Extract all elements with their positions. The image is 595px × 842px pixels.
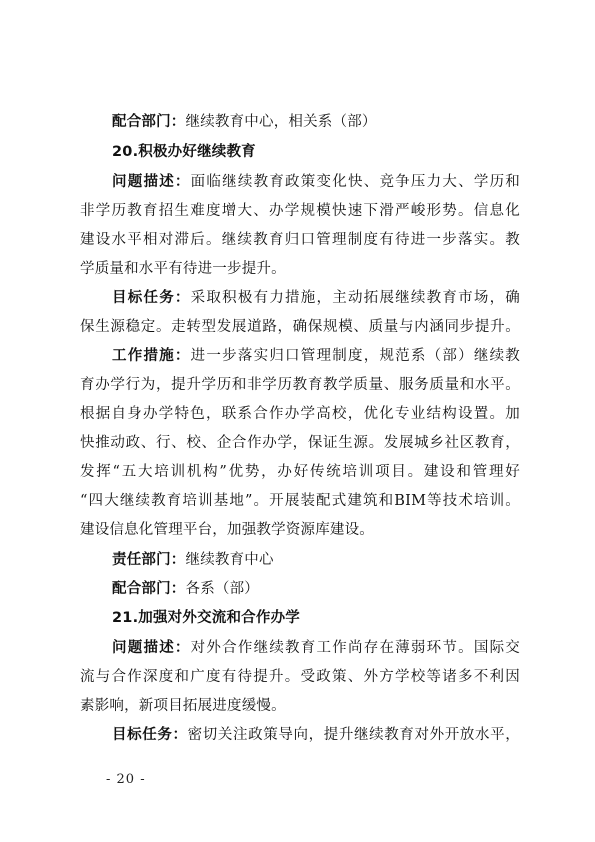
field-text: 非学历教育招生难度增大、办学规模快速下滑严峻形势。信息化 — [80, 203, 520, 219]
paragraph-line — [80, 201, 520, 221]
field-text: 继续教育中心 — [185, 552, 274, 568]
field-text: 快推动政、行、校、企合作办学，保证生源。发展城乡社区教育， — [80, 435, 520, 451]
field-text: 流与合作深度和广度有待提升。受政策、外方学校等诸多不利因 — [80, 669, 520, 685]
field-text: 根据自身办学特色，联系合作办学高校，优化专业结构设置。加 — [80, 406, 520, 422]
field-text: 发挥“五大培训机构”优势，办好传统培训项目。建设和管理好 — [80, 464, 520, 480]
field-text: “四大继续教育培训基地”。开展装配式建筑和BIM等技术培训。 — [80, 493, 520, 509]
field-text: 建设水平相对滞后。继续教育归口管理制度有待进一步落实。教 — [80, 232, 520, 248]
field-label: 工作措施： — [112, 347, 191, 364]
paragraph-line — [80, 462, 520, 482]
paragraph-line — [80, 491, 520, 511]
paragraph-line — [80, 667, 520, 687]
field-text: 对外合作继续教育工作尚存在薄弱环节。国际交 — [190, 640, 521, 656]
field-text: 素影响，新项目拓展进度缓慢。 — [80, 698, 286, 714]
paragraph-line — [112, 112, 520, 132]
field-text: 育办学行为，提升学历和非学历教育教学质量、服务质量和水平。 — [80, 377, 520, 393]
paragraph-line — [80, 696, 520, 716]
field-label: 责任部门： — [112, 551, 186, 568]
paragraph-line — [80, 404, 520, 424]
field-text: 密切关注政策导向，提升继续教育对外开放水平， — [187, 727, 520, 743]
paragraph-line — [80, 433, 520, 453]
field-label: 问题描述： — [112, 639, 191, 656]
field-label: 目标任务： — [112, 289, 191, 306]
paragraph-line — [112, 288, 520, 308]
field-label: 配合部门： — [112, 580, 186, 597]
paragraph-line — [112, 172, 520, 192]
field-text: 继续教育中心，相关系（部） — [185, 114, 377, 130]
paragraph-line — [112, 579, 520, 599]
field-text: 进一步落实归口管理制度，规范系（部）继续教 — [190, 348, 521, 364]
field-text: 学质量和水平有待进一步提升。 — [80, 261, 286, 277]
paragraph-line — [112, 725, 520, 745]
field-text: 各系（部） — [185, 581, 259, 597]
field-text: 保生源稳定。走转型发展道路，确保规模、质量与内涵同步提升。 — [80, 319, 520, 335]
paragraph-line — [80, 375, 520, 395]
paragraph-line — [80, 259, 520, 279]
section-heading — [112, 608, 520, 628]
field-label: 目标任务： — [112, 726, 188, 743]
section-heading-text: 21.加强对外交流和合作办学 — [112, 610, 300, 626]
paragraph-line — [80, 520, 520, 540]
paragraph-line — [112, 638, 520, 658]
field-text: 面临继续教育政策变化快、竞争压力大、学历和 — [190, 174, 521, 190]
paragraph-line — [112, 550, 520, 570]
section-heading — [112, 142, 520, 162]
page-number: - 20 - — [106, 772, 146, 787]
field-label: 配合部门： — [112, 113, 186, 130]
paragraph-line — [80, 230, 520, 250]
section-heading-text: 20.积极办好继续教育 — [112, 144, 256, 160]
field-text: 采取积极有力措施，主动拓展继续教育市场，确 — [190, 290, 521, 306]
paragraph-line — [112, 346, 520, 366]
paragraph-line — [80, 317, 520, 337]
field-label: 问题描述： — [112, 173, 191, 190]
field-text: 建设信息化管理平台，加强教学资源库建设。 — [80, 522, 374, 538]
